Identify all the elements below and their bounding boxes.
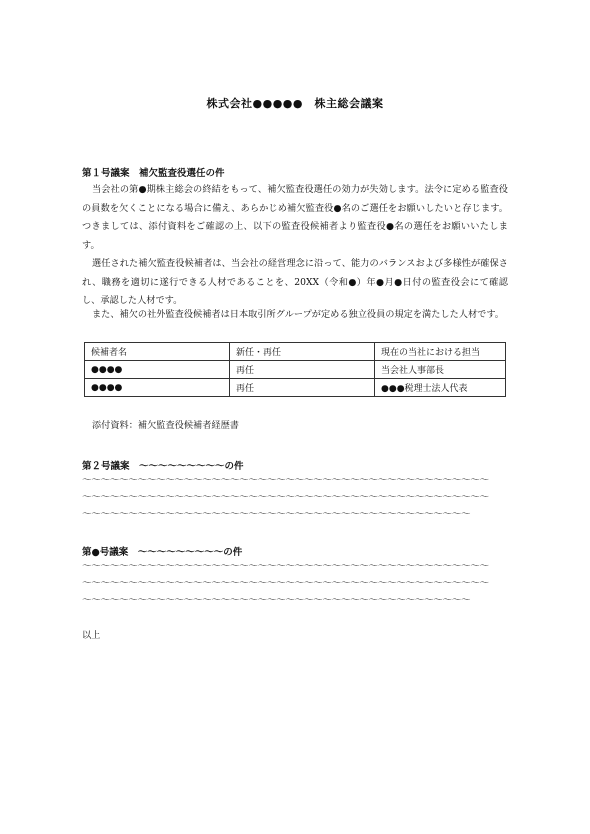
table-cell: ●●●● (85, 379, 230, 397)
candidate-table (84, 342, 506, 397)
agenda2-heading: 第２号議案 ～～～～～～～～～の件 (82, 461, 244, 472)
agenda1-paragraph-3: また、補欠の社外監査役候補者は日本取引所グループが定める独立役員の規定を満たした人材です。 (92, 309, 504, 320)
agenda2-line-3: ～～～～～～～～～～～～～～～～～～～～～～～～～～～～～～～～～～～～～～～～～～ (82, 509, 471, 520)
table-cell: 当会社人事部長 (375, 361, 506, 379)
closing-text: 以上 (82, 630, 101, 641)
table-cell: 再任 (230, 379, 375, 397)
agenda3-heading: 第●号議案 ～～～～～～～～～の件 (82, 547, 243, 558)
table-cell: 再任 (230, 361, 375, 379)
table-header-row (85, 343, 506, 361)
agenda2-line-2: ～～～～～～～～～～～～～～～～～～～～～～～～～～～～～～～～～～～～～～～～～～～～ (82, 492, 489, 503)
table-row (85, 361, 506, 379)
table-header-cell: 候補者名 (85, 343, 230, 361)
attachment-note: 添付資料：補欠監査役候補者経歴書 (92, 420, 239, 431)
agenda3-line-2: ～～～～～～～～～～～～～～～～～～～～～～～～～～～～～～～～～～～～～～～～～～～～ (82, 578, 489, 589)
agenda2-line-1: ～～～～～～～～～～～～～～～～～～～～～～～～～～～～～～～～～～～～～～～～～～～～ (82, 475, 489, 486)
agenda1-paragraph-2: 選任された補欠監査役候補者は、当会社の経営理念に沿って、能力のバランスおよび多様性が確保され、職務を適切に遂行できる人材であることを、20XX（令和●）年●月●日付の監査役会にて確認し、承認した人材です。 (82, 258, 508, 306)
table-header-cell: 現在の当社における担当 (375, 343, 506, 361)
agenda3-line-1: ～～～～～～～～～～～～～～～～～～～～～～～～～～～～～～～～～～～～～～～～～～～～ (82, 561, 489, 572)
agenda1-heading: 第１号議案 補欠監査役選任の件 (82, 168, 225, 179)
agenda1-paragraph-1: 当会社の第●期株主総会の終結をもって、補欠監査役選任の効力が失効します。法令に定める監査役の員数を欠くことになる場合に備え、あらかじめ補欠監査役●名のご選任をお願いしたいと存じます。つきましては、添付資料をご確認の上、以下の監査役候補者より監査役●名の選任をお願いいたします。 (82, 184, 508, 251)
table-header-cell: 新任・再任 (230, 343, 375, 361)
agenda3-line-3: ～～～～～～～～～～～～～～～～～～～～～～～～～～～～～～～～～～～～～～～～～～ (82, 595, 471, 606)
table-cell: ●●●● (85, 361, 230, 379)
table-row (85, 379, 506, 397)
document-title: 株式会社●●●●● 株主総会議案 (206, 97, 384, 110)
table-cell: ●●●税理士法人代表 (375, 379, 506, 397)
